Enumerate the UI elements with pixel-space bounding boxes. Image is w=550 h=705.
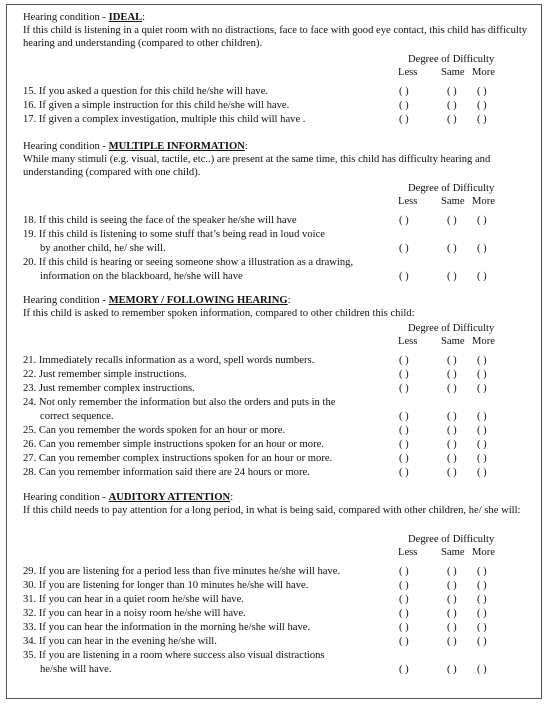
question-text: 33. If you can hear the information in the morning he/she will have. bbox=[23, 622, 311, 633]
checkbox-same[interactable]: ( ) bbox=[447, 271, 457, 282]
checkbox-more[interactable]: ( ) bbox=[477, 215, 487, 226]
col-same: Same bbox=[441, 196, 465, 207]
checkbox-same[interactable]: ( ) bbox=[447, 425, 457, 436]
checkbox-less[interactable]: ( ) bbox=[399, 215, 409, 226]
checkbox-same[interactable]: ( ) bbox=[447, 664, 457, 675]
section-intro: If this child is asked to remember spoken information, compared to other children this child: bbox=[23, 308, 415, 320]
checkbox-less[interactable]: ( ) bbox=[399, 664, 409, 675]
col-more: More bbox=[472, 67, 495, 78]
section-intro: While many stimuli (e.g. visual, tactile, etc..) are present at the same time, this child has difficulty hearing and understanding (compared with one child). bbox=[23, 154, 491, 179]
checkbox-less[interactable]: ( ) bbox=[399, 271, 409, 282]
checkbox-more[interactable]: ( ) bbox=[477, 566, 487, 577]
checkbox-less[interactable]: ( ) bbox=[399, 439, 409, 450]
checkbox-same[interactable]: ( ) bbox=[447, 411, 457, 422]
question-text: 23. Just remember complex instructions. bbox=[23, 383, 195, 394]
question-text: 30. If you are listening for longer than 10 minutes he/she will have. bbox=[23, 580, 309, 591]
section-heading bbox=[23, 140, 533, 153]
heading-prefix: Hearing condition - bbox=[23, 141, 109, 152]
checkbox-less[interactable]: ( ) bbox=[399, 411, 409, 422]
checkbox-more[interactable]: ( ) bbox=[477, 86, 487, 97]
checkbox-less[interactable]: ( ) bbox=[399, 580, 409, 591]
question-text: 16. If given a simple instruction for this child he/she will have. bbox=[23, 100, 290, 111]
checkbox-same[interactable]: ( ) bbox=[447, 439, 457, 450]
checkbox-less[interactable]: ( ) bbox=[399, 566, 409, 577]
col-same: Same bbox=[441, 67, 465, 78]
checkbox-more[interactable]: ( ) bbox=[477, 411, 487, 422]
checkbox-more[interactable]: ( ) bbox=[477, 467, 487, 478]
question-text: 29. If you are listening for a period less than five minutes he/she will have. bbox=[23, 566, 341, 577]
checkbox-more[interactable]: ( ) bbox=[477, 383, 487, 394]
question-text: 26. Can you remember simple instructions spoken for an hour or more. bbox=[23, 439, 324, 450]
section-multiple-information bbox=[23, 140, 533, 282]
checkbox-less[interactable]: ( ) bbox=[399, 355, 409, 366]
section-ideal bbox=[23, 11, 533, 125]
col-more: More bbox=[472, 196, 495, 207]
checkbox-less[interactable]: ( ) bbox=[399, 467, 409, 478]
checkbox-more[interactable]: ( ) bbox=[477, 580, 487, 591]
checkbox-same[interactable]: ( ) bbox=[447, 580, 457, 591]
checkbox-more[interactable]: ( ) bbox=[477, 636, 487, 647]
heading-prefix: Hearing condition - bbox=[23, 492, 109, 503]
checkbox-more[interactable]: ( ) bbox=[477, 425, 487, 436]
question-text: 20. If this child is hearing or seeing someone show a illustration as a drawing, bbox=[23, 257, 354, 268]
checkbox-more[interactable]: ( ) bbox=[477, 622, 487, 633]
checkbox-more[interactable]: ( ) bbox=[477, 439, 487, 450]
checkbox-same[interactable]: ( ) bbox=[447, 114, 457, 125]
heading-prefix: Hearing condition - bbox=[23, 12, 109, 23]
questionnaire-page bbox=[6, 4, 542, 699]
section-memory-following-hearing bbox=[23, 294, 533, 478]
section-heading bbox=[23, 11, 533, 24]
checkbox-less[interactable]: ( ) bbox=[399, 636, 409, 647]
checkbox-more[interactable]: ( ) bbox=[477, 114, 487, 125]
checkbox-same[interactable]: ( ) bbox=[447, 86, 457, 97]
heading-name: AUDITORY ATTENTION bbox=[108, 492, 231, 503]
checkbox-less[interactable]: ( ) bbox=[399, 594, 409, 605]
question-text: correct sequence. bbox=[40, 411, 114, 422]
question-text: 24. Not only remember the information but also the orders and puts in the bbox=[23, 397, 336, 408]
checkbox-same[interactable]: ( ) bbox=[447, 636, 457, 647]
checkbox-same[interactable]: ( ) bbox=[447, 608, 457, 619]
checkbox-same[interactable]: ( ) bbox=[447, 453, 457, 464]
checkbox-more[interactable]: ( ) bbox=[477, 594, 487, 605]
checkbox-more[interactable]: ( ) bbox=[477, 664, 487, 675]
question-text: 31. If you can hear in a quiet room he/she will have. bbox=[23, 594, 244, 605]
heading-suffix: : bbox=[230, 492, 234, 503]
checkbox-more[interactable]: ( ) bbox=[477, 608, 487, 619]
heading-suffix: : bbox=[142, 12, 146, 23]
checkbox-less[interactable]: ( ) bbox=[399, 100, 409, 111]
question-text: 34. If you can hear in the evening he/she will. bbox=[23, 636, 217, 647]
question-text: he/she will have. bbox=[40, 664, 112, 675]
col-less: Less bbox=[398, 336, 418, 347]
section-heading bbox=[23, 491, 533, 504]
checkbox-less[interactable]: ( ) bbox=[399, 86, 409, 97]
checkbox-same[interactable]: ( ) bbox=[447, 100, 457, 111]
checkbox-less[interactable]: ( ) bbox=[399, 453, 409, 464]
question-text: by another child, he/ she will. bbox=[40, 243, 166, 254]
heading-prefix: Hearing condition - bbox=[23, 295, 109, 306]
section-intro: If this child is listening in a quiet room with no distractions, face to face with good eye contact, this child has difficulty hearing and understanding (compared to other children). bbox=[23, 25, 528, 50]
checkbox-less[interactable]: ( ) bbox=[399, 369, 409, 380]
heading-suffix: : bbox=[244, 141, 248, 152]
checkbox-more[interactable]: ( ) bbox=[477, 355, 487, 366]
checkbox-same[interactable]: ( ) bbox=[447, 215, 457, 226]
checkbox-same[interactable]: ( ) bbox=[447, 243, 457, 254]
heading-suffix: : bbox=[287, 295, 291, 306]
checkbox-more[interactable]: ( ) bbox=[477, 100, 487, 111]
checkbox-less[interactable]: ( ) bbox=[399, 622, 409, 633]
difficulty-title: Degree of Difficulty bbox=[408, 534, 495, 545]
checkbox-more[interactable]: ( ) bbox=[477, 243, 487, 254]
difficulty-title: Degree of Difficulty bbox=[408, 323, 495, 334]
difficulty-title: Degree of Difficulty bbox=[408, 54, 495, 65]
checkbox-same[interactable]: ( ) bbox=[447, 467, 457, 478]
section-auditory-attention bbox=[23, 491, 533, 675]
section-heading bbox=[23, 294, 533, 307]
checkbox-same[interactable]: ( ) bbox=[447, 594, 457, 605]
question-text: 19. If this child is listening to some stuff that’s being read in loud voice bbox=[23, 229, 325, 240]
question-text: 21. Immediately recalls information as a word, spell words numbers. bbox=[23, 355, 315, 366]
question-text: 17. If given a complex investigation, multiple this child will have . bbox=[23, 114, 306, 125]
question-text: 18. If this child is seeing the face of the speaker he/she will have bbox=[23, 215, 297, 226]
heading-name: MULTIPLE INFORMATION bbox=[108, 141, 245, 152]
col-more: More bbox=[472, 336, 495, 347]
question-text: 27. Can you remember complex instructions spoken for an hour or more. bbox=[23, 453, 333, 464]
checkbox-more[interactable]: ( ) bbox=[477, 369, 487, 380]
difficulty-title: Degree of Difficulty bbox=[408, 183, 495, 194]
question-text: 15. If you asked a question for this child he/she will have. bbox=[23, 86, 269, 97]
question-text: 32. If you can hear in a noisy room he/she will have. bbox=[23, 608, 246, 619]
col-same: Same bbox=[441, 336, 465, 347]
section-intro: If this child needs to pay attention for a long period, in what is being said, compared with other children, he/ she will: bbox=[23, 505, 521, 517]
checkbox-less[interactable]: ( ) bbox=[399, 608, 409, 619]
checkbox-same[interactable]: ( ) bbox=[447, 622, 457, 633]
checkbox-same[interactable]: ( ) bbox=[447, 566, 457, 577]
col-same: Same bbox=[441, 547, 465, 558]
checkbox-less[interactable]: ( ) bbox=[399, 383, 409, 394]
checkbox-same[interactable]: ( ) bbox=[447, 369, 457, 380]
checkbox-less[interactable]: ( ) bbox=[399, 243, 409, 254]
col-less: Less bbox=[398, 196, 418, 207]
checkbox-same[interactable]: ( ) bbox=[447, 383, 457, 394]
heading-name: IDEAL bbox=[108, 12, 143, 23]
col-less: Less bbox=[398, 547, 418, 558]
checkbox-more[interactable]: ( ) bbox=[477, 271, 487, 282]
question-text: 35. If you are listening in a room where success also visual distractions bbox=[23, 650, 325, 661]
checkbox-less[interactable]: ( ) bbox=[399, 114, 409, 125]
checkbox-less[interactable]: ( ) bbox=[399, 425, 409, 436]
col-more: More bbox=[472, 547, 495, 558]
checkbox-same[interactable]: ( ) bbox=[447, 355, 457, 366]
question-text: 22. Just remember simple instructions. bbox=[23, 369, 187, 380]
question-text: information on the blackboard, he/she will have bbox=[40, 271, 243, 282]
heading-name: MEMORY / FOLLOWING HEARING bbox=[108, 295, 288, 306]
checkbox-more[interactable]: ( ) bbox=[477, 453, 487, 464]
question-text: 25. Can you remember the words spoken for an hour or more. bbox=[23, 425, 286, 436]
col-less: Less bbox=[398, 67, 418, 78]
question-text: 28. Can you remember information said there are 24 hours or more. bbox=[23, 467, 310, 478]
